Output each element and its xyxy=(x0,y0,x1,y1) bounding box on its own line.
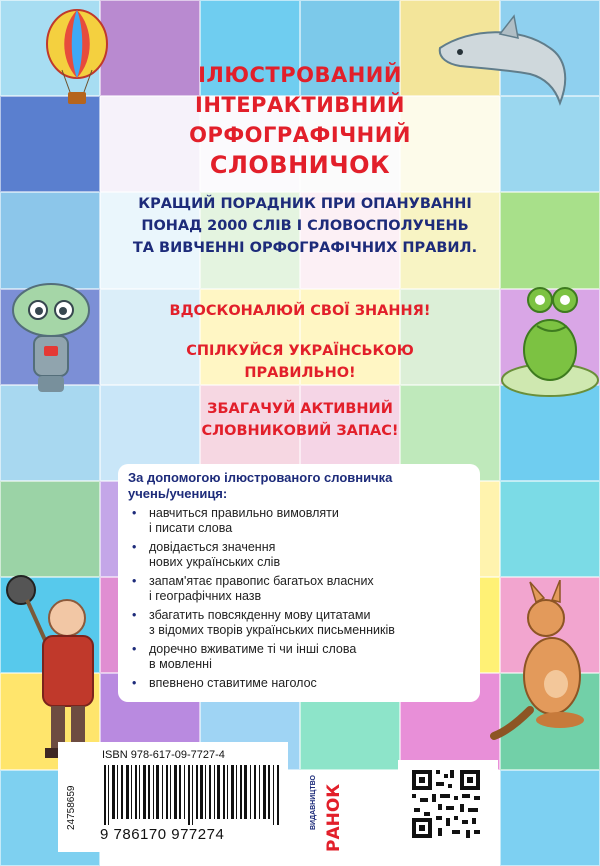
slogan-line: СПІЛКУЙСЯ УКРАЇНСЬКОЮ xyxy=(186,343,414,359)
slogan-improve xyxy=(120,300,480,322)
title-line: ІЛЮСТРОВАНИЙ xyxy=(198,63,402,87)
list-item xyxy=(128,676,478,691)
list-item-line: і географічних назв xyxy=(149,589,262,603)
tile xyxy=(500,192,600,288)
list-item-line: • довідається значення xyxy=(149,540,276,554)
list-item xyxy=(128,574,478,604)
publisher-name: РАНОК xyxy=(324,783,344,852)
robot-icon xyxy=(6,280,96,400)
slogan-line: ПРАВИЛЬНО! xyxy=(244,365,356,381)
book-subtitle xyxy=(95,193,515,259)
list-item xyxy=(128,642,478,672)
title-line: СЛОВНИЧОК xyxy=(209,151,391,179)
list-item-line: в мовленні xyxy=(149,657,212,671)
book-title xyxy=(100,60,500,180)
list-item-line: з відомих творів українських письменників xyxy=(149,623,395,637)
list-item-line: нових українських слів xyxy=(149,555,281,569)
list-item-line: • запам'ятає правопис багатьох власних xyxy=(149,574,374,588)
barcode-side-number: 24758659 xyxy=(66,785,77,830)
slogan-enrich xyxy=(120,398,480,442)
list-item xyxy=(128,540,478,570)
list-item-line: • впевнено ставитиме наголос xyxy=(149,676,317,690)
list-item xyxy=(128,506,478,536)
subtitle-line: ТА ВИВЧЕННІ ОРФОГРАФІЧНИХ ПРАВИЛ. xyxy=(132,240,478,256)
subtitle-line: ПОНАД 2000 СЛІВ І СЛОВОСПОЛУЧЕНЬ xyxy=(141,218,469,234)
isbn-text: ISBN 978-617-09-7727-4 xyxy=(102,749,225,761)
list-item-line: • доречно вживатиме ті чи інші слова xyxy=(149,642,357,656)
slogan-line: СЛОВНИКОВИЙ ЗАПАС! xyxy=(201,423,399,439)
list-item-line: і писати слова xyxy=(149,521,233,535)
kangaroo-icon xyxy=(490,580,600,740)
qr-code-icon xyxy=(410,768,482,840)
tile xyxy=(0,96,100,192)
title-line: ІНТЕРАКТИВНИЙ xyxy=(195,93,405,117)
tile xyxy=(500,770,600,866)
frog-icon xyxy=(495,280,600,400)
tile xyxy=(0,481,100,577)
blacksmith-icon xyxy=(5,570,115,770)
list-item-line: • навчиться правильно вимовляти xyxy=(149,506,339,520)
list-item-line: • збагатить повсякденну мову цитатами xyxy=(149,608,371,622)
tile xyxy=(0,192,100,288)
barcode-icon xyxy=(104,765,280,825)
publisher-label: ВИДАВНИЦТВО xyxy=(310,775,317,830)
tile xyxy=(500,481,600,577)
title-line: ОРФОГРАФІЧНИЙ xyxy=(189,123,411,147)
intro-line: За допомогою ілюстрованого словничка xyxy=(128,470,393,485)
barcode-number: 9 786170 977274 xyxy=(100,826,225,843)
slogan-line: ЗБАГАЧУЙ АКТИВНИЙ xyxy=(207,401,393,417)
slogan-line: ВДОСКОНАЛЮЙ СВОЇ ЗНАННЯ! xyxy=(169,303,431,319)
list-item xyxy=(128,608,478,638)
benefit-list xyxy=(128,506,478,695)
info-box-intro xyxy=(128,470,473,502)
intro-line: учень/учениця: xyxy=(128,486,228,501)
slogan-speak xyxy=(120,340,480,384)
subtitle-line: КРАЩИЙ ПОРАДНИК ПРИ ОПАНУВАННІ xyxy=(138,196,472,212)
